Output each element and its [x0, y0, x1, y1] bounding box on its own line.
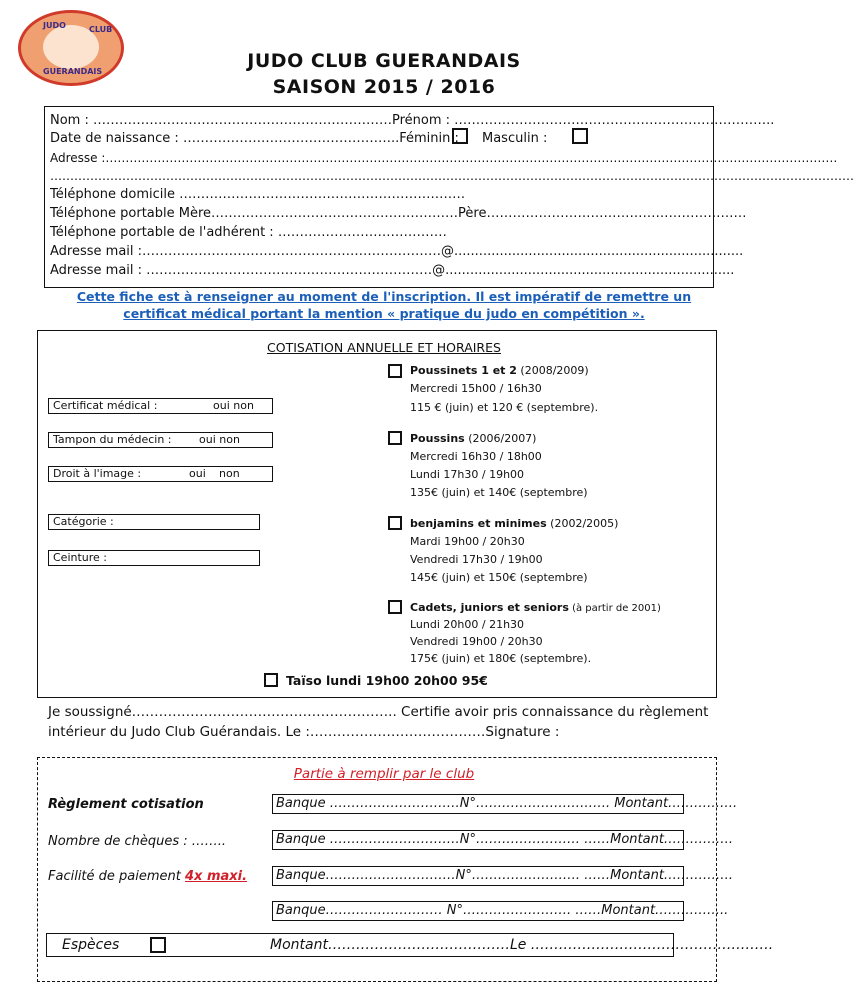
cotisation-title: COTISATION ANNUELLE ET HORAIRES: [267, 340, 501, 355]
tel-domicile-field[interactable]: Téléphone domicile …………………………………………………………: [50, 187, 466, 202]
benjamins-schedule-1: Mardi 19h00 / 20h30: [410, 535, 525, 548]
cadets-title: [410, 601, 661, 616]
logo-text-right: CLUB: [89, 25, 113, 34]
droit-image-label: Droit à l'image :: [53, 467, 142, 480]
cadets-name: Cadets, juniors et seniors: [410, 601, 569, 614]
poussinets-name: Poussinets 1 et 2: [410, 364, 517, 377]
poussinets-schedule: Mercredi 15h00 / 16h30: [410, 382, 542, 395]
cadets-price: 175€ (juin) et 180€ (septembre).: [410, 652, 592, 665]
benjamins-name: benjamins et minimes: [410, 517, 547, 530]
naissance-field[interactable]: Date de naissance : …………………………………………..Féminin :: [50, 131, 459, 146]
poussins-schedule-1: Mercredi 16h30 / 18h00: [410, 450, 542, 463]
ceinture-box[interactable]: [48, 550, 260, 566]
logo-text-top: JUDO: [43, 21, 66, 30]
poussinets-title: [410, 364, 589, 378]
tel-parents-field[interactable]: Téléphone portable Mère…………………………………………………Père……………………………………………………: [50, 206, 747, 221]
benjamins-checkbox[interactable]: [388, 516, 402, 530]
club-title: Partie à remplir par le club: [293, 766, 475, 782]
benjamins-schedule-2: Vendredi 17h30 / 19h00: [410, 553, 543, 566]
taiso-label: Taïso lundi 19h00 20h00 95€: [286, 673, 488, 688]
cheques-field[interactable]: Nombre de chèques : ……..: [48, 834, 227, 849]
certificat-label: Certificat médical :: [53, 399, 158, 412]
poussins-name: Poussins: [410, 432, 465, 445]
cadets-checkbox[interactable]: [388, 600, 402, 614]
season-title: SAISON 2015 / 2016: [272, 76, 496, 98]
poussins-checkbox[interactable]: [388, 431, 402, 445]
cadets-schedule-1: Lundi 20h00 / 21h30: [410, 618, 525, 631]
poussins-title: [410, 432, 536, 446]
facilite-label: [48, 869, 247, 884]
poussins-price: 135€ (juin) et 140€ (septembre): [410, 486, 588, 499]
adresse-field[interactable]: Adresse :…………………………………………………………………………………………………………………………………………………………………: [50, 151, 838, 165]
reglement-label: Règlement cotisation: [48, 797, 204, 812]
categorie-box[interactable]: [48, 514, 260, 530]
tampon-box[interactable]: [48, 432, 273, 448]
facilite-text: Facilité de paiement: [48, 869, 185, 884]
ceinture-label: Ceinture :: [53, 551, 108, 564]
benjamins-price: 145€ (juin) et 150€ (septembre): [410, 571, 588, 584]
poussinets-years: (2008/2009): [516, 364, 589, 377]
nom-field[interactable]: Nom : ……………………………………………………………Prénom : ………………………………………………………………..: [50, 113, 775, 128]
certificat-box[interactable]: [48, 398, 273, 414]
tel-adherent-field[interactable]: Téléphone portable de l'adhérent : …………………………………: [50, 225, 447, 240]
adresse-field-line2[interactable]: …………………………………………………………………………………………………………………………………………………………………………………: [50, 169, 854, 183]
poussins-schedule-2: Lundi 17h30 / 19h00: [410, 468, 525, 481]
benjamins-title: [410, 517, 618, 531]
droit-non[interactable]: non: [219, 467, 240, 480]
logo-text-bottom: GUERANDAIS: [43, 67, 103, 76]
soussigne-line-1[interactable]: Je soussigné………………………………………………….. Certifie avoir pris connaissance du règlement: [48, 704, 709, 720]
mail-field-2[interactable]: Adresse mail : …………………………………………………………@......................................................................: [50, 263, 735, 278]
page-title: JUDO CLUB GUERANDAIS: [247, 50, 521, 72]
masculin-label: Masculin :: [482, 131, 548, 146]
banque-row-3[interactable]: Banque…………………………N°……………………. ……Montant…………….: [272, 866, 684, 886]
cadets-schedule-2: Vendredi 19h00 / 20h30: [410, 635, 543, 648]
mail-field-1[interactable]: Adresse mail :……………………………………………………………@......................................................................: [50, 244, 744, 259]
banque-row-1[interactable]: Banque …………………………N°…………………………. Montant…………….: [272, 794, 684, 814]
especes-label: Espèces: [62, 937, 120, 953]
montant-le-field[interactable]: Montant…………………………………Le …………………………………………….: [270, 937, 774, 953]
banque-row-2[interactable]: Banque …………………………N°…………………… ……Montant…………….: [272, 830, 684, 850]
notice-line-1: Cette fiche est à renseigner au moment de l'inscription. Il est impératif de remettre un: [76, 289, 692, 304]
facilite-red: 4x maxi.: [185, 869, 248, 884]
especes-checkbox[interactable]: [150, 937, 166, 953]
taiso-checkbox[interactable]: [264, 673, 278, 687]
soussigne-line-2[interactable]: intérieur du Judo Club Guérandais. Le :…………………………………Signature :: [48, 724, 560, 740]
poussinets-price: 115 € (juin) et 120 € (septembre).: [410, 401, 599, 414]
certificat-choices[interactable]: oui non: [213, 399, 254, 412]
tampon-choices[interactable]: oui non: [199, 433, 240, 446]
categorie-label: Catégorie :: [53, 515, 114, 528]
masculin-checkbox[interactable]: [572, 128, 588, 144]
club-logo: [18, 10, 124, 86]
notice-line-2: certificat médical portant la mention « pratique du judo en compétition ».: [123, 306, 645, 321]
droit-image-box[interactable]: [48, 466, 273, 482]
tampon-label: Tampon du médecin :: [53, 433, 172, 446]
feminin-checkbox[interactable]: [452, 128, 468, 144]
poussins-years: (2006/2007): [464, 432, 537, 445]
banque-row-4[interactable]: Banque……………………… N°……………………. ……Montant……………..: [272, 901, 684, 921]
poussinets-checkbox[interactable]: [388, 364, 402, 378]
droit-oui[interactable]: oui: [189, 467, 206, 480]
benjamins-years: (2002/2005): [546, 517, 619, 530]
cadets-years: (à partir de 2001): [568, 603, 661, 614]
